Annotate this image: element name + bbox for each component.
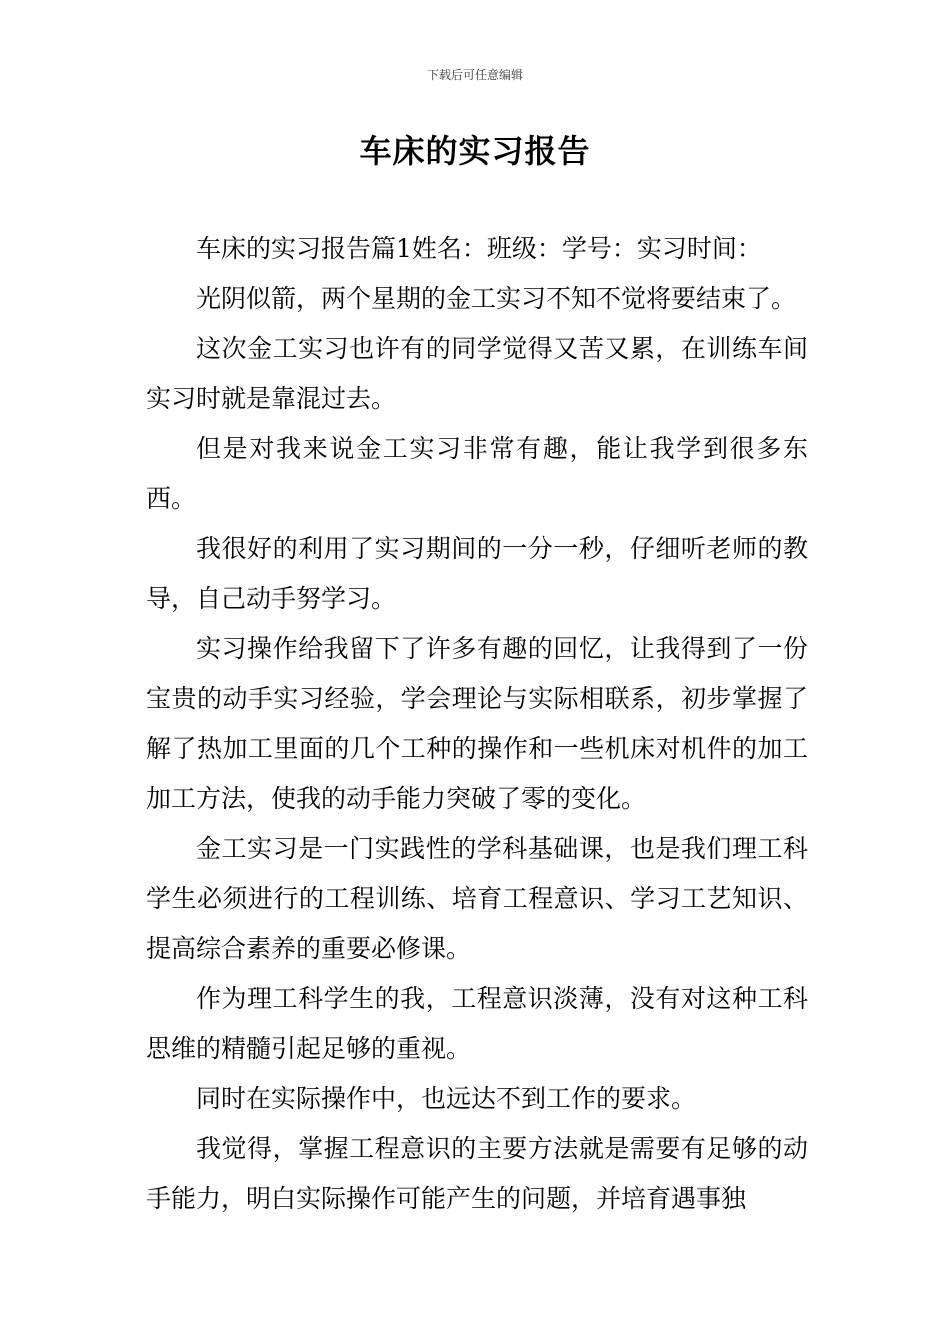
paragraph: 作为理工科学生的我，工程意识淡薄，没有对这种工科思维的精髓引起足够的重视。 [146,984,808,1063]
paragraph: 这次金工实习也许有的同学觉得又苦又累，在训练车间实习时就是靠混过去。 [146,334,808,413]
paragraph: 车床的实习报告篇1姓名：班级：学号：实习时间： [196,234,762,263]
paragraph: 我很好的利用了实习期间的一分一秒，仔细听老师的教导，自己动手努学习。 [146,534,808,613]
paragraph: 金工实习是一门实践性的学科基础课，也是我们理工科学生必须进行的工程训练、培育工程意识、学习工艺知识、提高综合素养的重要必修课。 [146,834,808,963]
paragraph: 我觉得，掌握工程意识的主要方法就是需要有足够的动手能力，明白实际操作可能产生的问题，并培育遇事独 [146,1134,808,1213]
document-body [146,224,808,1224]
paragraph: 实习操作给我留下了许多有趣的回忆，让我得到了一份宝贵的动手实习经验，学会理论与实际相联系，初步掌握了解了热加工里面的几个工种的操作和一些机床对机件的加工加工方法，使我的动手能力突破了零的变化。 [146,634,808,813]
document-title: 车床的实习报告 [359,132,591,170]
paragraph: 同时在实际操作中，也远达不到工作的要求。 [196,1084,697,1113]
paragraph: 光阴似箭，两个星期的金工实习不知不觉将要结束了。 [196,284,797,313]
paragraph: 但是对我来说金工实习非常有趣，能让我学到很多东西。 [146,434,808,513]
header-note: 下载后可任意编辑 [426,68,523,82]
